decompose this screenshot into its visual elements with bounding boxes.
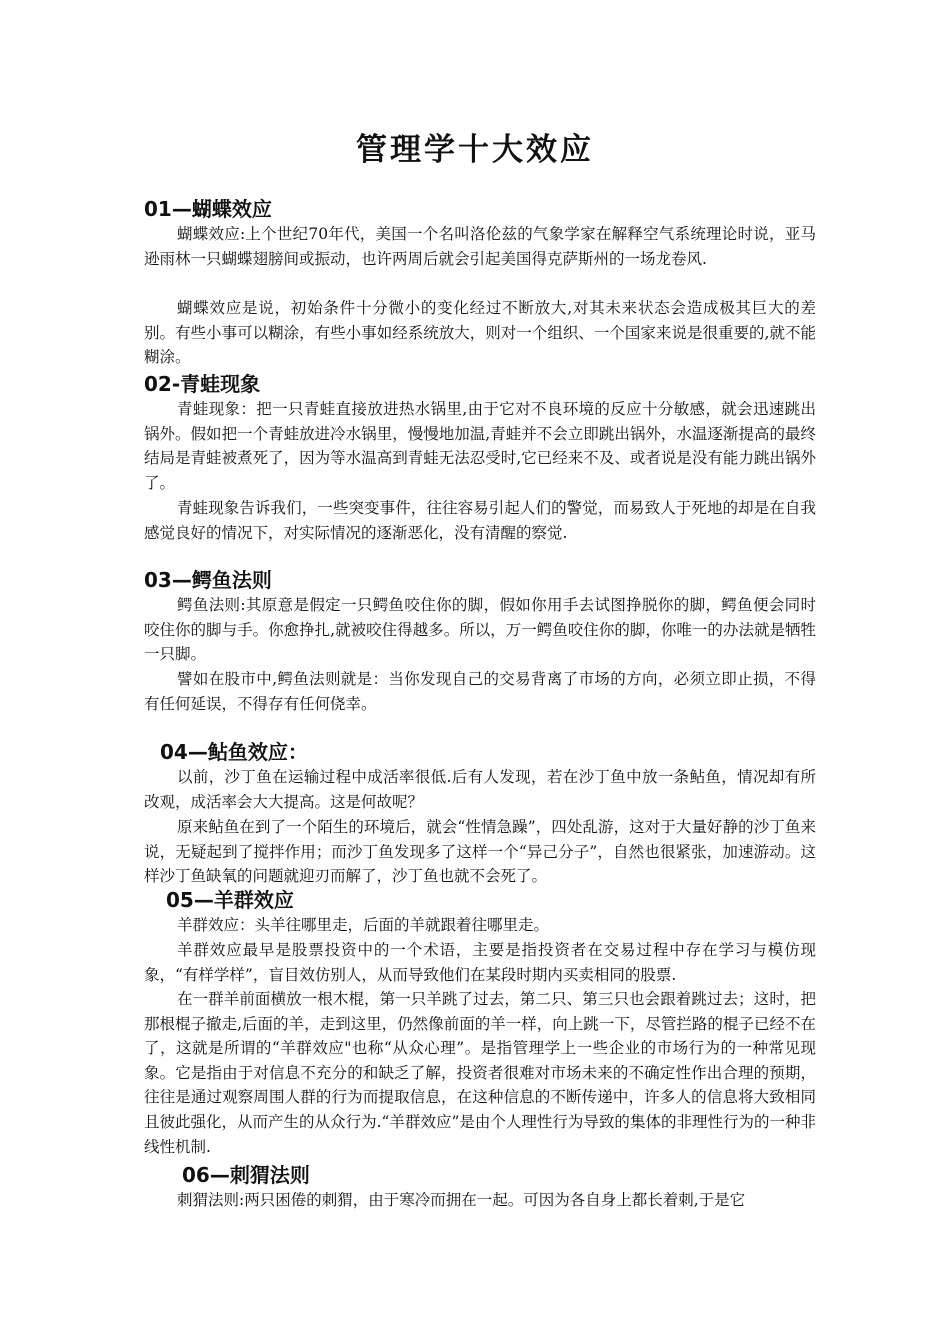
paragraph: 原来鲇鱼在到了一个陌生的环境后，就会“性情急躁”，四处乱游，这对于大量好静的沙丁鱼来说，无疑起到了搅拌作用；而沙丁鱼发现多了这样一个“异己分子”，自然也很紧张，加速游动。这样沙丁鱼缺氧的问题就迎刃而解了，沙丁鱼也就不会死了。 xyxy=(144,818,816,886)
document-title: 管理学十大效应 xyxy=(356,132,594,168)
paragraph: 在一群羊前面横放一根木棍，第一只羊跳了过去，第二只、第三只也会跟着跳过去；这时，把那根棍子撤走,后面的羊，走到这里，仍然像前面的羊一样，向上跳一下，尽管拦路的棍子已经不在了，这就是所谓的“羊群效应"也称“从众心理”。是指管理学上一些企业的市场行为的一种常见现象。它是指由于对信息不充分的和缺乏了解，投资者很难对市场未来的不确定性作出合理的预期，往往是通过观察周围人群的行为而提取信息，在这种信息的不断传递中，许多人的信息将大致相同且彼此强化，从而产生的从众行为.“羊群效应”是由个人理性行为导致的集体的非理性行为的一种非线性机制. xyxy=(144,990,816,1156)
section-heading-herd-effect: 05—羊群效应 xyxy=(166,888,294,912)
paragraph: 青蛙现象：把一只青蛙直接放进热水锅里,由于它对不良环境的反应十分敏感，就会迅速跳出锅外。假如把一个青蛙放进冷水锅里，慢慢地加温,青蛙并不会立即跳出锅外，水温逐渐提高的最终结局是青蛙被煮死了，因为等水温高到青蛙无法忍受时,它已经来不及、或者说是没有能力跳出锅外了。 xyxy=(144,400,816,492)
paragraph: 羊群效应最早是股票投资中的一个术语，主要是指投资者在交易过程中存在学习与模仿现象，“有样学样”，盲目效仿别人，从而导致他们在某段时期内买卖相同的股票. xyxy=(144,941,816,984)
section-heading-crocodile-rule: 03—鳄鱼法则 xyxy=(144,568,272,592)
section-heading-hedgehog-rule: 06—刺猬法则 xyxy=(182,1163,310,1187)
paragraph: 譬如在股市中,鳄鱼法则就是：当你发现自己的交易背离了市场的方向，必须立即止损，不得有任何延误，不得存有任何侥幸。 xyxy=(144,670,816,713)
paragraph: 羊群效应：头羊往哪里走，后面的羊就跟着往哪里走。 xyxy=(177,916,550,934)
paragraph: 蝴蝶效应:上个世纪70年代，美国一个名叫洛伦兹的气象学家在解释空气系统理论时说，亚马逊雨林一只蝴蝶翅膀间或振动，也许两周后就会引起美国得克萨斯州的一场龙卷风. xyxy=(144,225,816,268)
section-heading-butterfly-effect: 01—蝴蝶效应 xyxy=(144,197,272,221)
paragraph: 刺猬法则:两只困倦的刺猬，由于寒冷而拥在一起。可因为各自身上都长着刺,于是它 xyxy=(177,1191,746,1209)
section-heading-catfish-effect: 04—鲇鱼效应： xyxy=(160,740,308,764)
paragraph: 以前，沙丁鱼在运输过程中成活率很低.后有人发现，若在沙丁鱼中放一条鲇鱼，情况却有所改观，成活率会大大提高。这是何故呢？ xyxy=(144,768,816,811)
paragraph: 鳄鱼法则:其原意是假定一只鳄鱼咬住你的脚，假如你用手去试图挣脱你的脚，鳄鱼便会同时咬住你的脚与手。你愈挣扎,就被咬住得越多。所以，万一鳄鱼咬住你的脚，你唯一的办法就是牺牲一只脚。 xyxy=(144,596,816,664)
paragraph: 青蛙现象告诉我们，一些突变事件，往往容易引起人们的警觉，而易致人于死地的却是在自我感觉良好的情况下，对实际情况的逐渐恶化，没有清醒的察觉. xyxy=(144,499,816,542)
section-heading-frog-phenomenon: 02-青蛙现象 xyxy=(144,372,261,396)
paragraph: 蝴蝶效应是说，初始条件十分微小的变化经过不断放大,对其未来状态会造成极其巨大的差别。有些小事可以糊涂，有些小事如经系统放大，则对一个组织、一个国家来说是很重要的,就不能糊涂。 xyxy=(144,299,816,367)
